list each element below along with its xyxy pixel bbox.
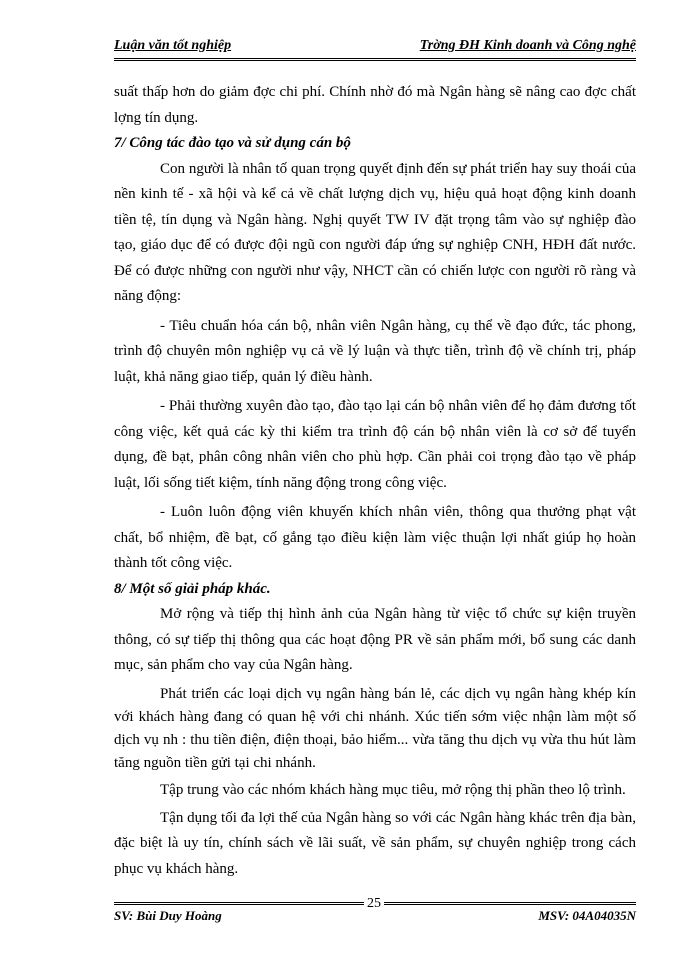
page-header — [114, 38, 636, 62]
bullet-training: - Phải thường xuyên đào tạo, đào tạo lại cán bộ nhân viên để họ đảm đương tốt công việc, kết quả các kỳ thi kiểm tra trình độ cán bộ nhân viên là cơ sở để tuyển dụng, đề bạt, phân công nhân viên cho phù hợp. Cần phải coi trọng đào tạo về pháp luật, lối sống tiết kiệm, tính năng động trong công việc. — [114, 398, 636, 491]
header-university-label: Trờng ĐH Kinh doanh và Công nghệ — [419, 38, 636, 53]
paragraph-advantages: Tận dụng tối đa lợi thế của Ngân hàng so với các Ngân hàng khác trên địa bàn, đặc biệt là uy tín, chính sách về lãi suất, về sản phẩm, sự chuyên nghiệp trong cách phục vụ khách hàng. — [114, 809, 636, 877]
footer-student-name: SV: Bùi Duy Hoàng — [114, 908, 222, 923]
paragraph-human-resources: Con người là nhân tố quan trọng quyết định đến sự phát triển hay suy thoái của nền kinh tế - xã hội và kể cả về chất lượng dịch vụ, hiệu quả hoạt động kinh doanh tiền tệ, tín dụng và Ngân hàng. Nghị quyết TW IV đặt trọng tâm vào sự nghiệp đào tạo, giáo dục để có được đội ngũ con người đáp ứng sự nghiệp CNH, HĐH đất nước. Để có được những con người như vậy, NHCT cần có chiến lược con người rõ ràng và năng động: — [114, 160, 636, 304]
paragraph-retail-services: Phát triển các loại dịch vụ ngân hàng bán lẻ, các dịch vụ ngân hàng khép kín với khách hàng đang có quan hệ với chi nhánh. Xúc tiến sớm việc nhận làm một số dịch vụ nh : thu tiền điện, điện thoại, bảo hiểm... vừa tăng thu dịch vụ vừa thu hút làm tăng nguồn tiền gửi tại chi nhánh. — [114, 685, 636, 771]
page-footer — [114, 896, 636, 926]
header-divider — [114, 58, 636, 61]
paragraph-marketing: Mở rộng và tiếp thị hình ảnh của Ngân hàng từ việc tổ chức sự kiện truyền thông, có sự tiếp thị thông qua các hoạt động PR về sản phẩm mới, bổ sung các danh mục, sản phẩm cho vay của Ngân hàng. — [114, 606, 636, 673]
bullet-standardize-staff: - Tiêu chuẩn hóa cán bộ, nhân viên Ngân hàng, cụ thể về đạo đức, tác phong, trình độ chuyên môn nghiệp vụ cả về lý luận và thực tiễn, trình độ về chính trị, pháp luật, khả năng giao tiếp, quản lý điều hành. — [114, 317, 636, 385]
bullet-motivation: - Luôn luôn động viên khuyến khích nhân viên, thông qua thưởng phạt vật chất, bổ nhiệm, đề bạt, cố gắng tạo điều kiện làm việc thuận lợi nhất giúp họ hoàn thành tốt công việc. — [114, 504, 636, 571]
section-heading-8: 8/ Một số giải pháp khác. — [114, 580, 271, 597]
paragraph-target-customers: Tập trung vào các nhóm khách hàng mục tiêu, mở rộng thị phần theo lộ trình. — [160, 781, 626, 798]
header-thesis-label: Luận văn tốt nghiệp — [114, 38, 232, 53]
paragraph-continuation: suất thấp hơn do giảm đợc chi phí. Chính nhờ đó mà Ngân hàng sẽ nâng cao đợc chất lợng tín dụng. — [114, 84, 636, 126]
page-number: 25 — [364, 896, 384, 912]
section-heading-7: 7/ Công tác đào tạo và sử dụng cán bộ — [114, 135, 351, 151]
page-body — [114, 80, 636, 882]
footer-student-id: MSV: 04A04035N — [538, 908, 636, 923]
